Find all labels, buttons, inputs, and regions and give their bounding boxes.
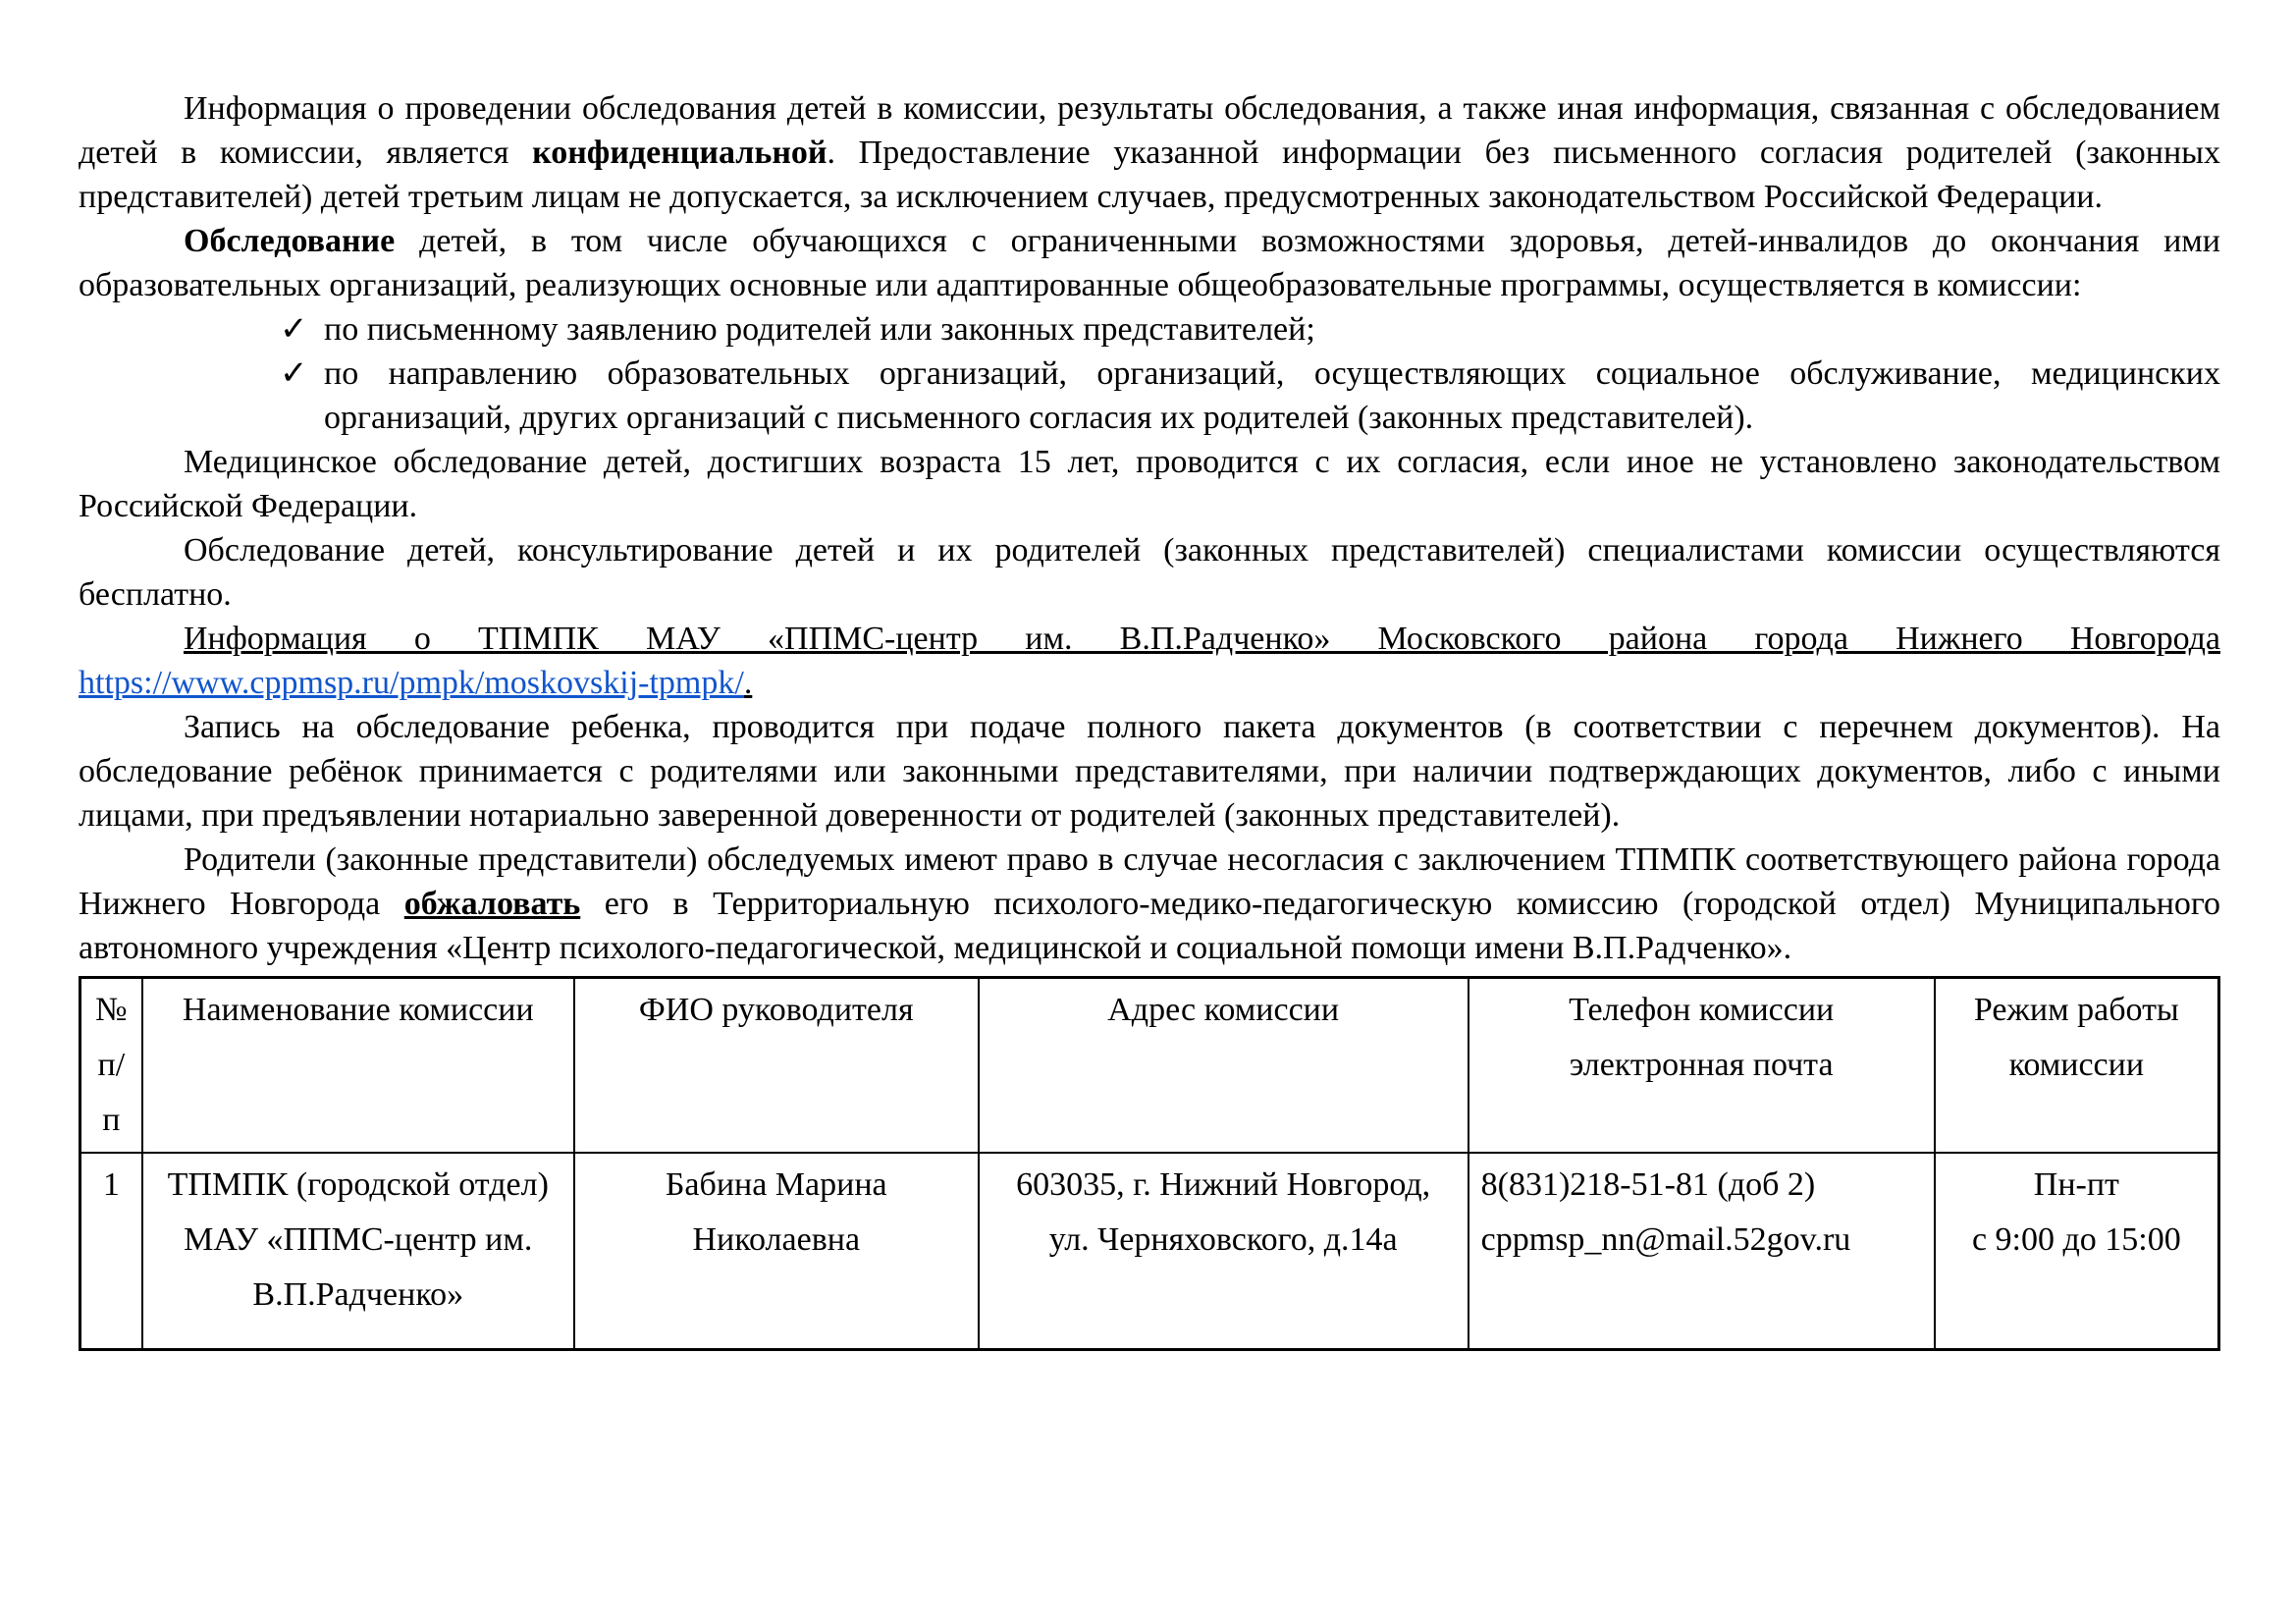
checkmark-icon: ✓ (280, 355, 308, 392)
text-segment: Родители (законные представители) обследуемых имеют право в случае несогласия с заключением ТПМПК соответствующего района города Нижнего Новгорода (79, 841, 2220, 922)
table-header-cell: Адрес комиссии (979, 978, 1468, 1154)
text-segment: детей, в том числе обучающихся с ограниченными возможностями здоровья, детей-инвалидов до окончания ими образовательных организаций, реализующих основные или адаптированные общеобразовательные программы, осуществляется в комиссии: (79, 223, 2220, 303)
table-cell: 8(831)218-51-81 (доб 2) cppmsp_nn@mail.52gov.ru (1468, 1153, 1935, 1349)
table-header-row (80, 978, 2219, 1154)
paragraph (79, 440, 2220, 528)
text-segment: Медицинское обследование детей, достигших возраста 15 лет, проводится с их согласия, если иное не установлено законодательством Российской Федерации. (79, 444, 2220, 524)
text-segment: его в Территориальную психолого-медико-педагогическую комиссию (городской отдел) Муниципального автономного учреждения «Центр психолого-педагогической, медицинской и социальной помощи имени В.П.Радченко». (79, 886, 2220, 966)
text-segment: конфиденциальной (532, 135, 828, 171)
paragraph (79, 838, 2220, 970)
paragraph (79, 86, 2220, 219)
text-segment: . (743, 665, 753, 701)
text-segment: Обследование детей, консультирование детей и их родителей (законных представителей) специалистами комиссии осуществляются бесплатно. (79, 532, 2220, 613)
text-segment: Информация о проведении обследования детей в комиссии, результаты обследования, а также иная информация, связанная с обследованием детей в комиссии, является (79, 90, 2220, 171)
text-segment: Обследование (184, 223, 396, 259)
checkmark-icon: ✓ (280, 311, 308, 348)
text-block (79, 86, 2220, 970)
table-cell: Пн-пт с 9:00 до 15:00 (1935, 1153, 2219, 1349)
paragraph (79, 219, 2220, 307)
table-cell: ТПМПК (городской отдел) МАУ «ППМС-центр им. В.П.Радченко» (142, 1153, 574, 1349)
text-segment: Информация о ТПМПК МАУ «ППМС-центр им. В.П.Радченко» Московского района города Нижнего Новгорода (184, 621, 2220, 657)
table-cell: 1 (80, 1153, 142, 1349)
table-cell: Бабина Марина Николаевна (574, 1153, 979, 1349)
text-segment: по направлению образовательных организаций, организаций, осуществляющих социальное обслуживание, медицинских организаций, других организаций с письменного согласия их родителей (законных представителей). (324, 355, 2220, 436)
list-item (280, 307, 2220, 352)
paragraph (79, 617, 2220, 705)
table-header-cell: ФИО руководителя (574, 978, 979, 1154)
text-segment: . Предоставление указанной информации без письменного согласия родителей (законных представителей) детей третьим лицам не допускается, за исключением случаев, предусмотренных законодательством Российской Федерации. (79, 135, 2220, 215)
table-row (80, 1153, 2219, 1349)
hyperlink[interactable]: https://www.cppmsp.ru/pmpk/moskovskij-tpmpk/ (79, 665, 744, 701)
text-segment: Запись на обследование ребенка, проводится при подаче полного пакета документов (в соответствии с перечнем документов). На обследование ребёнок принимается с родителями или законными представителями, при наличии подтверждающих документов, либо с иными лицами, при предъявлении нотариально заверенной доверенности от родителей (законных представителей). (79, 709, 2220, 834)
table-body (80, 1153, 2219, 1349)
table-header-cell: Телефон комиссии электронная почта (1468, 978, 1935, 1154)
table-header-cell: Режим работы комиссии (1935, 978, 2219, 1154)
text-segment: по письменному заявлению родителей или законных представителей; (324, 311, 1315, 348)
table-cell: 603035, г. Нижний Новгород, ул. Черняховского, д.14а (979, 1153, 1468, 1349)
text-segment: обжаловать (403, 886, 581, 922)
paragraph (79, 705, 2220, 838)
table-header-cell: Наименование комиссии (142, 978, 574, 1154)
paragraph (79, 528, 2220, 617)
table-header-cell: № п/ п (80, 978, 142, 1154)
list-item (280, 352, 2220, 440)
table-head (80, 978, 2219, 1154)
commissions-table (79, 976, 2220, 1351)
